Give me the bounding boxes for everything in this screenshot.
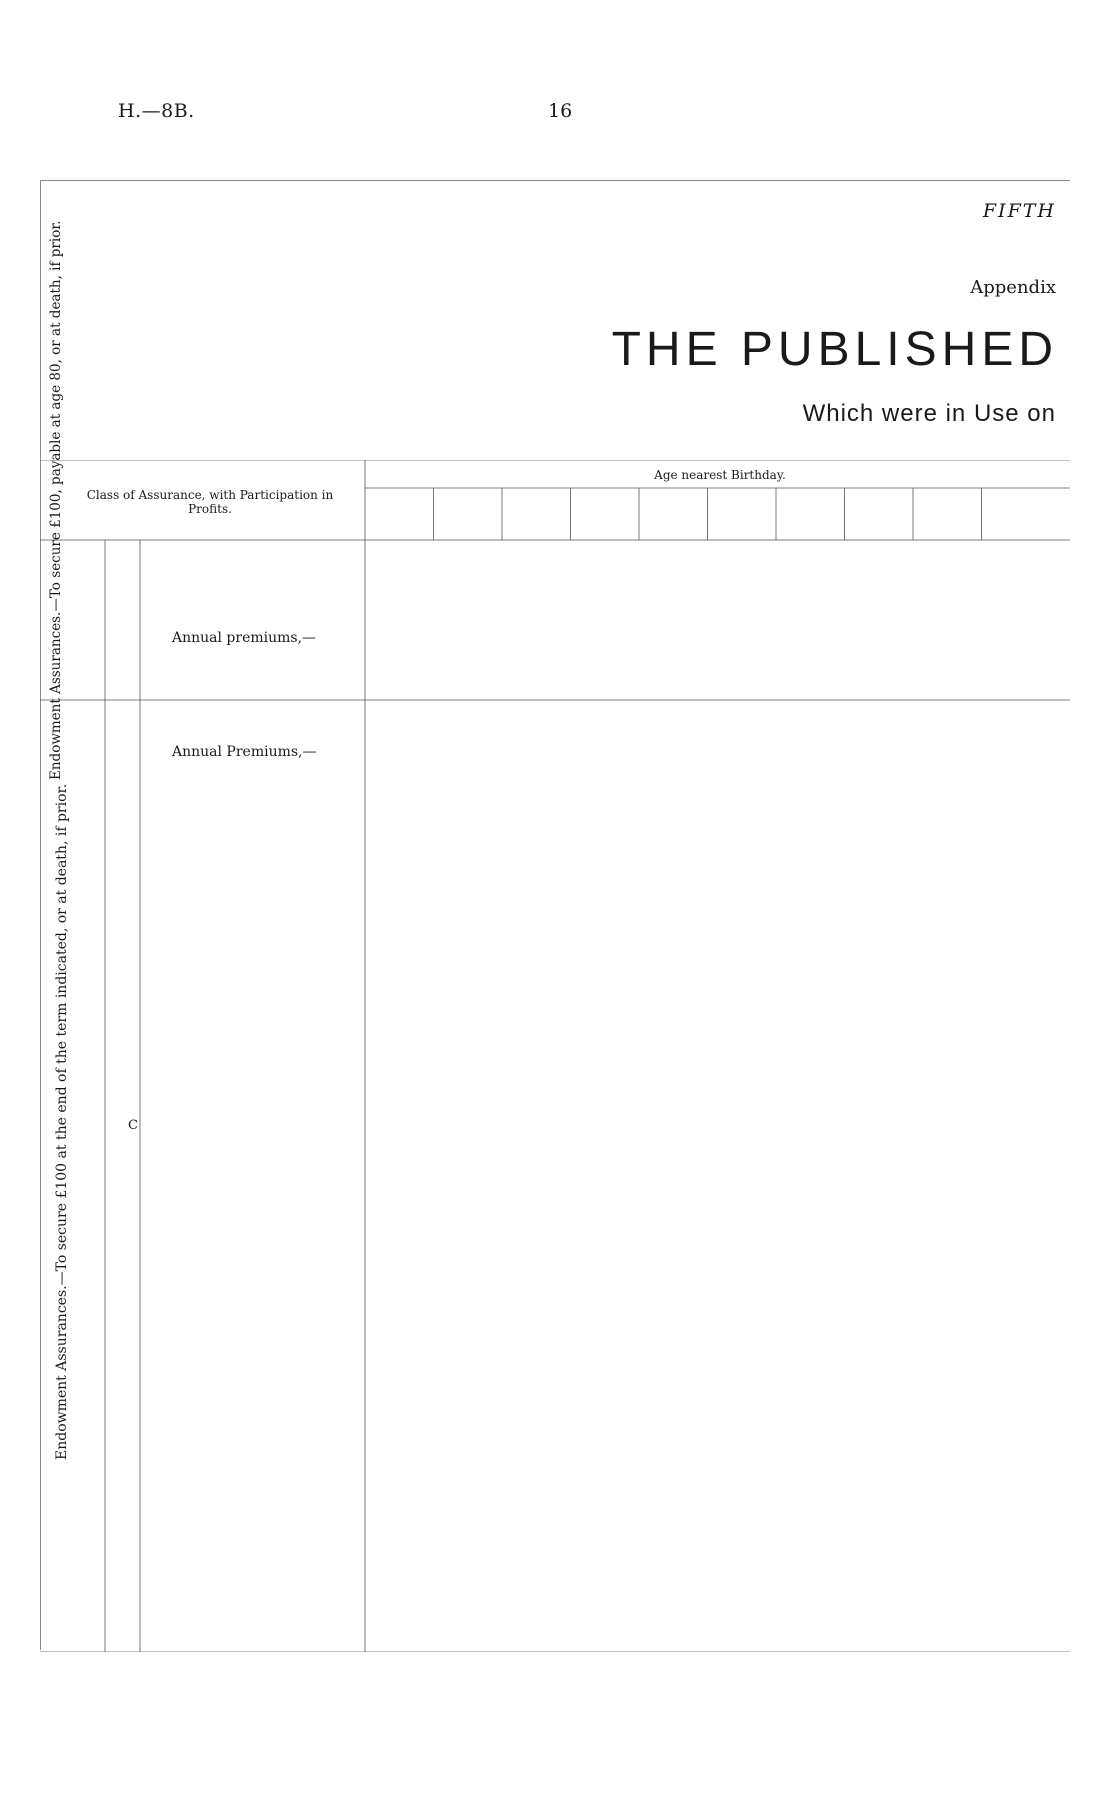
document-code: H.—8B.	[118, 100, 195, 122]
page-number: 16	[548, 100, 573, 122]
section2-side-label: Endowment Assurances.—To secure £100 at the end of the term indicated, or at death, if prior.	[54, 783, 70, 1460]
class-header: Class of Assurance, with Participation in Profits.	[86, 488, 334, 516]
table-subtitle: Which were in Use on	[802, 400, 1056, 427]
section1-subheading: Annual premiums,—	[172, 630, 317, 646]
page-header	[0, 0, 1114, 140]
report-ordinal: FIFTH	[982, 200, 1056, 222]
age-nearest-birthday-header: Age nearest Birthday.	[654, 468, 786, 482]
section1-side-label: Endowment Assurances.—To secure £100, payable at age 80, or at death, if prior.	[48, 220, 64, 780]
top-rule	[40, 180, 1070, 181]
appendix-label: Appendix	[970, 277, 1056, 298]
section2-heading: Annual Premiums,—	[172, 744, 317, 760]
table-title: THE PUBLISHED	[611, 323, 1058, 376]
section2-code: C	[128, 1118, 138, 1133]
